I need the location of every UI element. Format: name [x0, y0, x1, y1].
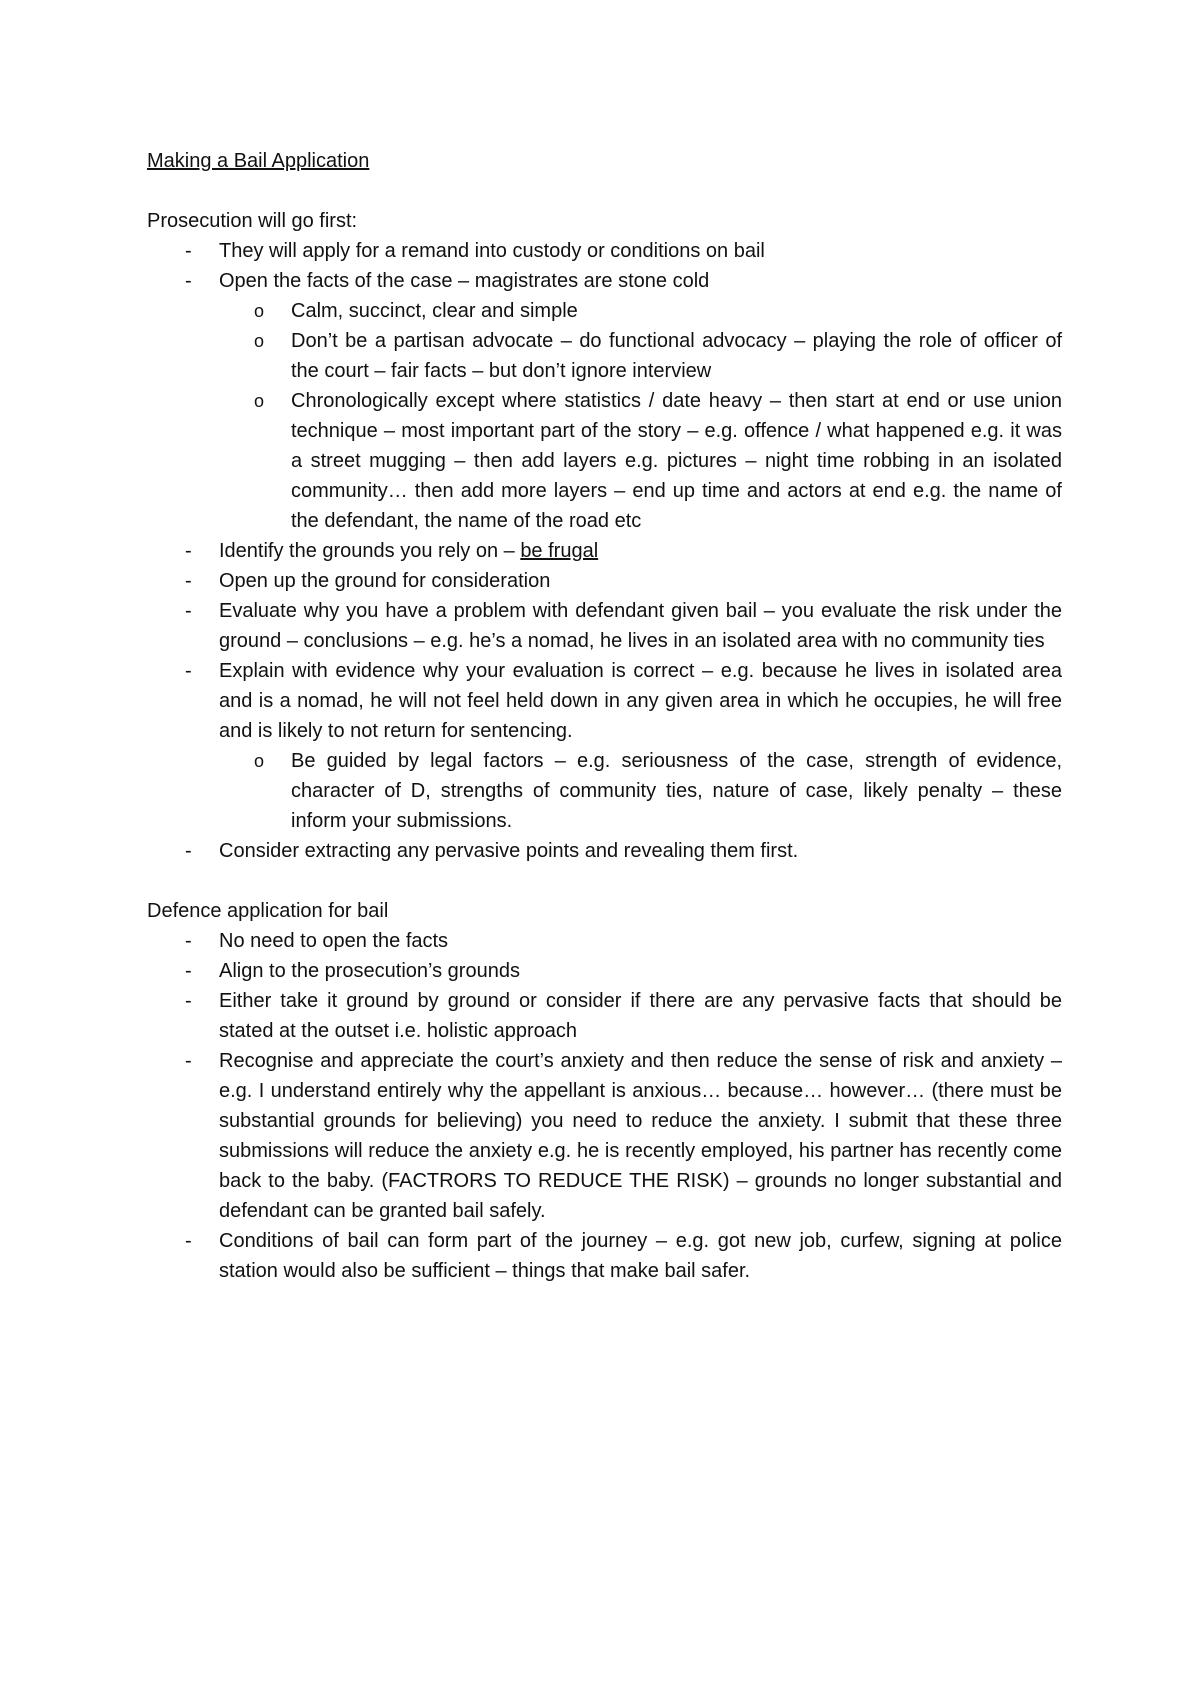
list-item: [147, 1226, 1062, 1286]
sub-list-item: [219, 386, 1062, 536]
emphasis-text: be frugal: [520, 540, 599, 562]
dash-marker: -: [185, 840, 192, 862]
dash-marker: -: [185, 600, 192, 622]
list-item: [147, 596, 1062, 656]
list-item-text: Explain with evidence why your evaluation is correct – e.g. because he lives in isolated area and is a nomad, he will not feel held down in any given area in which he occupies, he will free and is likely to not return for sentencing.: [219, 660, 1062, 742]
list-item: [147, 986, 1062, 1046]
sub-list-item-text: Calm, succinct, clear and simple: [291, 300, 578, 322]
list-item-text: They will apply for a remand into custody or conditions on bail: [219, 240, 765, 262]
section-heading: Prosecution will go first:: [147, 210, 358, 232]
sub-list-item-text: Be guided by legal factors – e.g. seriousness of the case, strength of evidence, character of D, strengths of community ties, nature of case, likely penalty – these inform your submissions.: [291, 750, 1062, 832]
sub-bullet-list: [219, 296, 1062, 536]
list-item: [147, 1046, 1062, 1226]
list-item: [147, 836, 1062, 866]
dash-marker: -: [185, 270, 192, 292]
list-item: [147, 536, 1062, 566]
list-item-text: Open up the ground for consideration: [219, 570, 551, 592]
sub-bullet-list: [219, 746, 1062, 836]
circle-marker: o: [254, 391, 265, 411]
list-item: [147, 956, 1062, 986]
page-title: Making a Bail Application: [147, 150, 370, 172]
list-item-text: Identify the grounds you rely on –: [219, 540, 521, 562]
dash-marker: -: [185, 930, 192, 952]
section-heading: Defence application for bail: [147, 900, 389, 922]
dash-marker: -: [185, 1050, 192, 1072]
defence-section: [147, 896, 1062, 1286]
dash-marker: -: [185, 990, 192, 1012]
list-item: [147, 926, 1062, 956]
dash-marker: -: [185, 570, 192, 592]
circle-marker: o: [254, 751, 265, 771]
sub-list-item: [219, 746, 1062, 836]
prosecution-section: [147, 206, 1062, 866]
list-item: [147, 266, 1062, 536]
list-item: [147, 236, 1062, 266]
list-item-text: Consider extracting any pervasive points and revealing them first.: [219, 840, 799, 862]
dash-marker: -: [185, 960, 192, 982]
sub-list-item-text: Don’t be a partisan advocate – do functional advocacy – playing the role of officer of the court – fair facts – but don’t ignore interview: [291, 330, 1062, 382]
bullet-list: [147, 236, 1062, 866]
sub-list-item-text: Chronologically except where statistics / date heavy – then start at end or use union technique – most important part of the story – e.g. offence / what happened e.g. it was a street mugging – then add layers e.g. pictures – night time robbing in an isolated community… then add more layers – end up time and actors at end e.g. the name of the defendant, the name of the road etc: [291, 390, 1062, 532]
list-item-text: Recognise and appreciate the court’s anxiety and then reduce the sense of risk and anxiety – e.g. I understand entirely why the appellant is anxious… because… however… (there must be substantial grounds for believing) you need to reduce the anxiety. I submit that these three submissions will reduce the anxiety e.g. he is recently employed, his partner has recently come back to the baby. (FACTRORS TO REDUCE THE RISK) – grounds no longer substantial and defendant can be granted bail safely.: [219, 1050, 1062, 1222]
dash-marker: -: [185, 660, 192, 682]
sub-list-item: [219, 326, 1062, 386]
list-item: [147, 566, 1062, 596]
list-item-text: Open the facts of the case – magistrates are stone cold: [219, 270, 710, 292]
list-item-text: Conditions of bail can form part of the journey – e.g. got new job, curfew, signing at police station would also be sufficient – things that make bail safer.: [219, 1230, 1062, 1282]
dash-marker: -: [185, 240, 192, 262]
list-item-text: Align to the prosecution’s grounds: [219, 960, 520, 982]
circle-marker: o: [254, 301, 265, 321]
sub-list-item: [219, 296, 1062, 326]
list-item-text: Evaluate why you have a problem with defendant given bail – you evaluate the risk under the ground – conclusions – e.g. he’s a nomad, he lives in an isolated area with no community ties: [219, 600, 1062, 652]
bullet-list: [147, 926, 1062, 1286]
circle-marker: o: [254, 331, 265, 351]
list-item: [147, 656, 1062, 836]
document-page: [147, 146, 1062, 1286]
dash-marker: -: [185, 540, 192, 562]
list-item-text: No need to open the facts: [219, 930, 449, 952]
list-item-text: Either take it ground by ground or consider if there are any pervasive facts that should be stated at the outset i.e. holistic approach: [219, 990, 1062, 1042]
dash-marker: -: [185, 1230, 192, 1252]
